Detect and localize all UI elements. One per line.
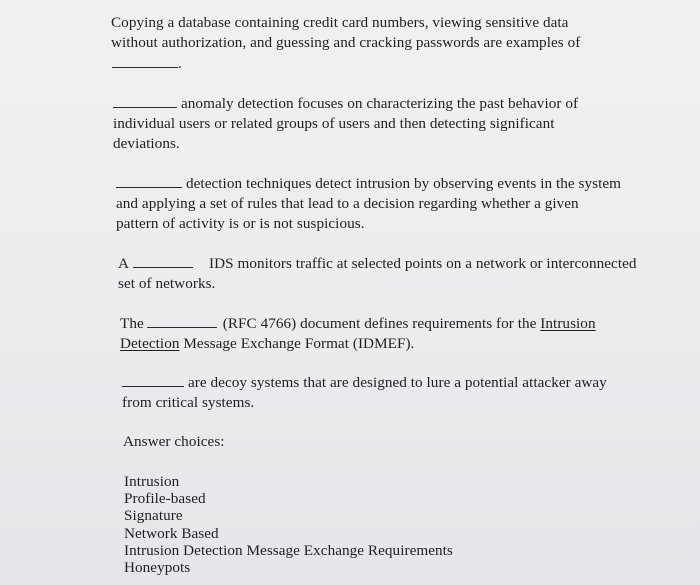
answer-choice: Intrusion [124,473,180,490]
question-1-line-1: Copying a database containing credit card numbers, viewing sensitive data [111,14,569,31]
question-4-line-1-text: IDS monitors traffic at selected points on a network or interconnected [209,255,637,272]
question-5-prefix: The [120,315,144,332]
answer-choice: Signature [124,507,183,525]
answer-choice: Intrusion Detection Message Exchange Requirements [124,541,453,559]
question-6-blank [122,372,184,387]
question-2-blank [113,93,177,108]
question-5-line-1-text: (RFC 4766) document defines requirements for the [222,315,537,332]
answer-choice: Network Based [124,524,219,542]
question-5-link-part-1: Intrusion [540,315,596,332]
question-2-line-2: individual users or related groups of users and then detecting significant [113,115,555,132]
answer-choice: Profile-based [124,490,206,508]
question-1 [111,13,580,74]
question-4-blank [133,253,193,268]
question-1-period: . [178,55,182,72]
question-2-line-3: deviations. [113,135,180,152]
question-6-line-1-text: are decoy systems that are designed to lure a potential attacker away [188,374,607,391]
question-3-line-1-text: detection techniques detect intrusion by observing events in the system [186,175,622,192]
question-4-line-1 [118,253,637,274]
question-4-line-2: set of networks. [118,275,216,292]
question-2-line-1 [113,93,578,114]
question-6-line-2: from critical systems. [122,394,255,411]
question-5-link-part-2: Detection [120,335,180,352]
answer-choices-heading: Answer choices: [123,433,225,450]
question-4 [118,253,637,294]
question-3 [116,173,621,234]
question-2 [113,93,578,154]
question-3-blank [116,173,182,188]
question-3-line-1 [116,173,621,194]
question-5-blank [147,313,217,328]
question-6-line-1 [122,372,607,393]
question-5 [120,313,596,354]
question-5-line-1 [120,313,596,334]
question-2-line-1-text: anomaly detection focuses on characterizing the past behavior of [181,95,579,112]
question-6 [122,372,607,413]
question-1-line-2: without authorization, and guessing and cracking passwords are examples of [111,34,581,51]
question-1-line-3 [111,53,580,74]
question-3-line-2: and applying a set of rules that lead to a decision regarding whether a given [116,195,579,212]
question-5-line-2-text: Message Exchange Format (IDMEF). [183,335,415,352]
question-3-line-3: pattern of activity is or is not suspicious. [116,215,365,232]
question-5-line-2 [120,334,596,354]
question-4-prefix: A [118,255,130,272]
answer-choices-list [124,473,453,576]
answer-choice: Honeypots [124,559,191,577]
question-1-blank [112,53,178,68]
